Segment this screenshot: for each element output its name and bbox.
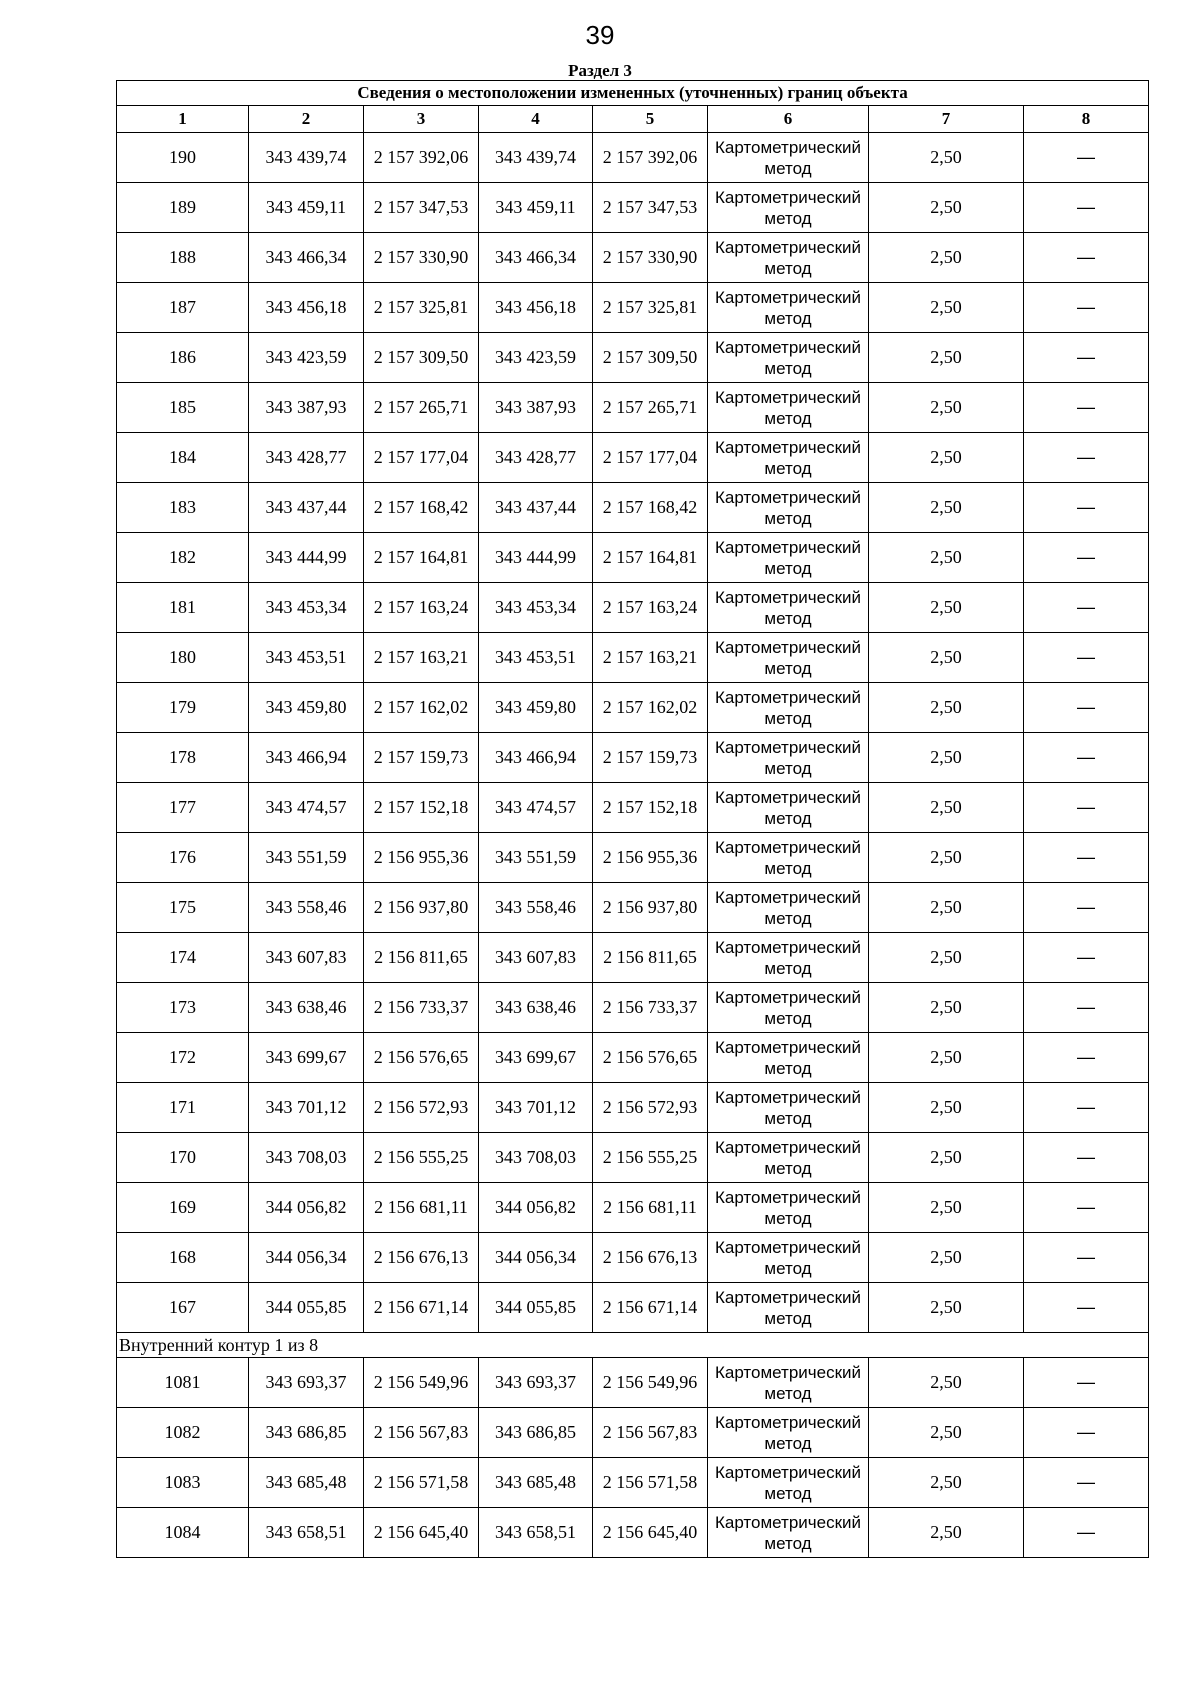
y-existing-cell: 2 157 177,04 (364, 433, 479, 483)
y-existing-cell: 2 156 555,25 (364, 1133, 479, 1183)
y-refined-cell: 2 156 937,80 (593, 883, 708, 933)
x-existing-cell: 343 551,59 (249, 833, 364, 883)
note-cell: — (1024, 383, 1149, 433)
x-refined-cell: 343 638,46 (479, 983, 593, 1033)
y-existing-cell: 2 156 955,36 (364, 833, 479, 883)
x-refined-cell: 343 558,46 (479, 883, 593, 933)
table-row (117, 383, 1149, 433)
y-refined-cell: 2 156 671,14 (593, 1283, 708, 1333)
note-cell: — (1024, 1033, 1149, 1083)
x-existing-cell: 343 699,67 (249, 1033, 364, 1083)
table-row (117, 483, 1149, 533)
method-cell: Картометрический метод (708, 383, 869, 433)
note-cell: — (1024, 1183, 1149, 1233)
point-number-cell: 178 (117, 733, 249, 783)
method-cell: Картометрический метод (708, 683, 869, 733)
point-number-cell: 173 (117, 983, 249, 1033)
accuracy-cell: 2,50 (869, 1408, 1024, 1458)
x-existing-cell: 343 708,03 (249, 1133, 364, 1183)
y-existing-cell: 2 157 163,21 (364, 633, 479, 683)
y-refined-cell: 2 157 168,42 (593, 483, 708, 533)
x-existing-cell: 343 428,77 (249, 433, 364, 483)
accuracy-cell: 2,50 (869, 433, 1024, 483)
note-cell: — (1024, 1083, 1149, 1133)
table-caption-row (117, 81, 1149, 106)
y-existing-cell: 2 157 152,18 (364, 783, 479, 833)
y-refined-cell: 2 157 152,18 (593, 783, 708, 833)
accuracy-cell: 2,50 (869, 1083, 1024, 1133)
x-existing-cell: 344 056,34 (249, 1233, 364, 1283)
method-cell: Картометрический метод (708, 233, 869, 283)
method-cell: Картометрический метод (708, 483, 869, 533)
y-refined-cell: 2 157 392,06 (593, 133, 708, 183)
x-refined-cell: 344 056,34 (479, 1233, 593, 1283)
accuracy-cell: 2,50 (869, 1358, 1024, 1408)
column-header: 6 (708, 106, 869, 133)
y-refined-cell: 2 156 955,36 (593, 833, 708, 883)
point-number-cell: 186 (117, 333, 249, 383)
x-refined-cell: 343 658,51 (479, 1508, 593, 1558)
y-refined-cell: 2 157 347,53 (593, 183, 708, 233)
accuracy-cell: 2,50 (869, 133, 1024, 183)
y-refined-cell: 2 157 309,50 (593, 333, 708, 383)
x-refined-cell: 343 459,11 (479, 183, 593, 233)
method-cell: Картометрический метод (708, 183, 869, 233)
point-number-cell: 170 (117, 1133, 249, 1183)
note-cell: — (1024, 783, 1149, 833)
x-refined-cell: 343 551,59 (479, 833, 593, 883)
table-row (117, 583, 1149, 633)
note-cell: — (1024, 133, 1149, 183)
x-refined-cell: 343 456,18 (479, 283, 593, 333)
y-existing-cell: 2 157 159,73 (364, 733, 479, 783)
note-cell: — (1024, 233, 1149, 283)
point-number-cell: 1083 (117, 1458, 249, 1508)
contour-label: Внутренний контур 1 из 8 (117, 1333, 1149, 1358)
x-refined-cell: 343 439,74 (479, 133, 593, 183)
x-refined-cell: 343 453,51 (479, 633, 593, 683)
x-refined-cell: 343 444,99 (479, 533, 593, 583)
x-existing-cell: 343 459,80 (249, 683, 364, 733)
method-cell: Картометрический метод (708, 1083, 869, 1133)
x-existing-cell: 343 638,46 (249, 983, 364, 1033)
note-cell: — (1024, 833, 1149, 883)
method-cell: Картометрический метод (708, 1508, 869, 1558)
point-number-cell: 1084 (117, 1508, 249, 1558)
y-existing-cell: 2 156 681,11 (364, 1183, 479, 1233)
method-cell: Картометрический метод (708, 933, 869, 983)
note-cell: — (1024, 333, 1149, 383)
point-number-cell: 187 (117, 283, 249, 333)
point-number-cell: 167 (117, 1283, 249, 1333)
table-row (117, 683, 1149, 733)
x-existing-cell: 343 459,11 (249, 183, 364, 233)
y-existing-cell: 2 156 733,37 (364, 983, 479, 1033)
table-caption: Сведения о местоположении измененных (уточненных) границ объекта (117, 81, 1149, 106)
note-cell: — (1024, 933, 1149, 983)
x-refined-cell: 344 056,82 (479, 1183, 593, 1233)
accuracy-cell: 2,50 (869, 633, 1024, 683)
accuracy-cell: 2,50 (869, 483, 1024, 533)
accuracy-cell: 2,50 (869, 933, 1024, 983)
method-cell: Картометрический метод (708, 283, 869, 333)
page-number: 39 (585, 20, 615, 50)
x-existing-cell: 344 055,85 (249, 1283, 364, 1333)
point-number-cell: 182 (117, 533, 249, 583)
table-row (117, 1283, 1149, 1333)
accuracy-cell: 2,50 (869, 1283, 1024, 1333)
table-row (117, 333, 1149, 383)
accuracy-cell: 2,50 (869, 783, 1024, 833)
note-cell: — (1024, 633, 1149, 683)
column-header: 7 (869, 106, 1024, 133)
x-refined-cell: 343 387,93 (479, 383, 593, 433)
point-number-cell: 1081 (117, 1358, 249, 1408)
y-refined-cell: 2 156 567,83 (593, 1408, 708, 1458)
boundary-coordinates-table (116, 80, 1149, 1558)
x-existing-cell: 343 558,46 (249, 883, 364, 933)
accuracy-cell: 2,50 (869, 1233, 1024, 1283)
x-refined-cell: 343 423,59 (479, 333, 593, 383)
method-cell: Картометрический метод (708, 783, 869, 833)
y-existing-cell: 2 156 572,93 (364, 1083, 479, 1133)
method-cell: Картометрический метод (708, 1358, 869, 1408)
column-header: 2 (249, 106, 364, 133)
y-existing-cell: 2 157 347,53 (364, 183, 479, 233)
note-cell: — (1024, 483, 1149, 533)
y-existing-cell: 2 157 325,81 (364, 283, 479, 333)
x-existing-cell: 343 453,34 (249, 583, 364, 633)
x-existing-cell: 343 701,12 (249, 1083, 364, 1133)
x-existing-cell: 343 474,57 (249, 783, 364, 833)
method-cell: Картометрический метод (708, 433, 869, 483)
x-existing-cell: 343 607,83 (249, 933, 364, 983)
y-existing-cell: 2 156 645,40 (364, 1508, 479, 1558)
point-number-cell: 184 (117, 433, 249, 483)
y-refined-cell: 2 156 811,65 (593, 933, 708, 983)
x-refined-cell: 343 686,85 (479, 1408, 593, 1458)
y-existing-cell: 2 157 168,42 (364, 483, 479, 533)
section-title: Раздел 3 (568, 61, 632, 80)
x-refined-cell: 343 699,67 (479, 1033, 593, 1083)
column-header: 1 (117, 106, 249, 133)
accuracy-cell: 2,50 (869, 183, 1024, 233)
x-refined-cell: 343 437,44 (479, 483, 593, 533)
method-cell: Картометрический метод (708, 533, 869, 583)
x-existing-cell: 343 686,85 (249, 1408, 364, 1458)
y-refined-cell: 2 157 265,71 (593, 383, 708, 433)
note-cell: — (1024, 883, 1149, 933)
point-number-cell: 174 (117, 933, 249, 983)
y-existing-cell: 2 156 576,65 (364, 1033, 479, 1083)
table-row (117, 1033, 1149, 1083)
method-cell: Картометрический метод (708, 1133, 869, 1183)
table-row (117, 1408, 1149, 1458)
note-cell: — (1024, 1458, 1149, 1508)
y-existing-cell: 2 157 164,81 (364, 533, 479, 583)
table-row (117, 183, 1149, 233)
note-cell: — (1024, 1508, 1149, 1558)
x-existing-cell: 343 685,48 (249, 1458, 364, 1508)
table-row (117, 933, 1149, 983)
accuracy-cell: 2,50 (869, 583, 1024, 633)
note-cell: — (1024, 1233, 1149, 1283)
y-refined-cell: 2 157 164,81 (593, 533, 708, 583)
method-cell: Картометрический метод (708, 1283, 869, 1333)
method-cell: Картометрический метод (708, 633, 869, 683)
y-refined-cell: 2 157 162,02 (593, 683, 708, 733)
point-number-cell: 189 (117, 183, 249, 233)
x-refined-cell: 343 453,34 (479, 583, 593, 633)
x-existing-cell: 343 437,44 (249, 483, 364, 533)
table-row (117, 533, 1149, 583)
x-existing-cell: 343 439,74 (249, 133, 364, 183)
x-refined-cell: 343 701,12 (479, 1083, 593, 1133)
table-row (117, 283, 1149, 333)
table-row (117, 633, 1149, 683)
y-refined-cell: 2 156 572,93 (593, 1083, 708, 1133)
point-number-cell: 180 (117, 633, 249, 683)
x-existing-cell: 343 444,99 (249, 533, 364, 583)
accuracy-cell: 2,50 (869, 383, 1024, 433)
y-refined-cell: 2 156 676,13 (593, 1233, 708, 1283)
accuracy-cell: 2,50 (869, 233, 1024, 283)
point-number-cell: 175 (117, 883, 249, 933)
accuracy-cell: 2,50 (869, 1508, 1024, 1558)
method-cell: Картометрический метод (708, 1183, 869, 1233)
accuracy-cell: 2,50 (869, 833, 1024, 883)
table-row (117, 1083, 1149, 1133)
point-number-cell: 168 (117, 1233, 249, 1283)
note-cell: — (1024, 1133, 1149, 1183)
table-row (117, 1508, 1149, 1558)
accuracy-cell: 2,50 (869, 333, 1024, 383)
y-existing-cell: 2 157 330,90 (364, 233, 479, 283)
accuracy-cell: 2,50 (869, 1033, 1024, 1083)
accuracy-cell: 2,50 (869, 983, 1024, 1033)
method-cell: Картометрический метод (708, 133, 869, 183)
x-existing-cell: 344 056,82 (249, 1183, 364, 1233)
table-row (117, 833, 1149, 883)
x-refined-cell: 343 459,80 (479, 683, 593, 733)
accuracy-cell: 2,50 (869, 533, 1024, 583)
point-number-cell: 179 (117, 683, 249, 733)
point-number-cell: 1082 (117, 1408, 249, 1458)
table-row (117, 233, 1149, 283)
y-existing-cell: 2 157 163,24 (364, 583, 479, 633)
x-refined-cell: 343 466,34 (479, 233, 593, 283)
x-refined-cell: 343 474,57 (479, 783, 593, 833)
y-refined-cell: 2 157 330,90 (593, 233, 708, 283)
point-number-cell: 177 (117, 783, 249, 833)
table-row (117, 733, 1149, 783)
method-cell: Картометрический метод (708, 1458, 869, 1508)
table-row (117, 1458, 1149, 1508)
y-existing-cell: 2 156 676,13 (364, 1233, 479, 1283)
y-refined-cell: 2 157 325,81 (593, 283, 708, 333)
y-existing-cell: 2 156 937,80 (364, 883, 479, 933)
method-cell: Картометрический метод (708, 1033, 869, 1083)
column-header-row (117, 106, 1149, 133)
note-cell: — (1024, 1283, 1149, 1333)
x-refined-cell: 343 607,83 (479, 933, 593, 983)
contour-label-row (117, 1333, 1149, 1358)
point-number-cell: 176 (117, 833, 249, 883)
point-number-cell: 188 (117, 233, 249, 283)
point-number-cell: 190 (117, 133, 249, 183)
y-existing-cell: 2 157 392,06 (364, 133, 479, 183)
note-cell: — (1024, 1408, 1149, 1458)
method-cell: Картометрический метод (708, 883, 869, 933)
y-refined-cell: 2 156 576,65 (593, 1033, 708, 1083)
method-cell: Картометрический метод (708, 733, 869, 783)
y-existing-cell: 2 156 549,96 (364, 1358, 479, 1408)
note-cell: — (1024, 1358, 1149, 1408)
y-existing-cell: 2 156 671,14 (364, 1283, 479, 1333)
note-cell: — (1024, 683, 1149, 733)
x-existing-cell: 343 466,94 (249, 733, 364, 783)
table-row (117, 883, 1149, 933)
table-row (117, 1183, 1149, 1233)
y-refined-cell: 2 157 163,21 (593, 633, 708, 683)
table-row (117, 133, 1149, 183)
point-number-cell: 183 (117, 483, 249, 533)
x-refined-cell: 343 708,03 (479, 1133, 593, 1183)
accuracy-cell: 2,50 (869, 1458, 1024, 1508)
x-existing-cell: 343 658,51 (249, 1508, 364, 1558)
column-header: 8 (1024, 106, 1149, 133)
table-row (117, 983, 1149, 1033)
y-refined-cell: 2 156 645,40 (593, 1508, 708, 1558)
point-number-cell: 185 (117, 383, 249, 433)
note-cell: — (1024, 733, 1149, 783)
x-existing-cell: 343 453,51 (249, 633, 364, 683)
y-existing-cell: 2 157 265,71 (364, 383, 479, 433)
y-existing-cell: 2 157 309,50 (364, 333, 479, 383)
y-refined-cell: 2 156 549,96 (593, 1358, 708, 1408)
note-cell: — (1024, 283, 1149, 333)
y-refined-cell: 2 157 177,04 (593, 433, 708, 483)
method-cell: Картометрический метод (708, 583, 869, 633)
y-existing-cell: 2 157 162,02 (364, 683, 479, 733)
method-cell: Картометрический метод (708, 1233, 869, 1283)
y-refined-cell: 2 156 571,58 (593, 1458, 708, 1508)
x-existing-cell: 343 387,93 (249, 383, 364, 433)
accuracy-cell: 2,50 (869, 283, 1024, 333)
x-refined-cell: 343 428,77 (479, 433, 593, 483)
accuracy-cell: 2,50 (869, 733, 1024, 783)
table-row (117, 433, 1149, 483)
note-cell: — (1024, 433, 1149, 483)
note-cell: — (1024, 983, 1149, 1033)
x-refined-cell: 343 466,94 (479, 733, 593, 783)
x-existing-cell: 343 466,34 (249, 233, 364, 283)
method-cell: Картометрический метод (708, 1408, 869, 1458)
accuracy-cell: 2,50 (869, 683, 1024, 733)
method-cell: Картометрический метод (708, 833, 869, 883)
point-number-cell: 169 (117, 1183, 249, 1233)
column-header: 3 (364, 106, 479, 133)
note-cell: — (1024, 533, 1149, 583)
y-existing-cell: 2 156 567,83 (364, 1408, 479, 1458)
outer-contour-rows (117, 133, 1149, 1333)
accuracy-cell: 2,50 (869, 1133, 1024, 1183)
y-refined-cell: 2 156 555,25 (593, 1133, 708, 1183)
inner-contour-rows (117, 1358, 1149, 1558)
y-refined-cell: 2 157 163,24 (593, 583, 708, 633)
x-refined-cell: 344 055,85 (479, 1283, 593, 1333)
table-row (117, 1133, 1149, 1183)
x-existing-cell: 343 423,59 (249, 333, 364, 383)
y-existing-cell: 2 156 571,58 (364, 1458, 479, 1508)
note-cell: — (1024, 183, 1149, 233)
table-row (117, 1358, 1149, 1408)
column-header: 4 (479, 106, 593, 133)
x-existing-cell: 343 456,18 (249, 283, 364, 333)
column-header: 5 (593, 106, 708, 133)
accuracy-cell: 2,50 (869, 883, 1024, 933)
y-refined-cell: 2 157 159,73 (593, 733, 708, 783)
x-refined-cell: 343 685,48 (479, 1458, 593, 1508)
note-cell: — (1024, 583, 1149, 633)
table-row (117, 1233, 1149, 1283)
point-number-cell: 172 (117, 1033, 249, 1083)
x-refined-cell: 343 693,37 (479, 1358, 593, 1408)
y-refined-cell: 2 156 733,37 (593, 983, 708, 1033)
method-cell: Картометрический метод (708, 333, 869, 383)
point-number-cell: 171 (117, 1083, 249, 1133)
point-number-cell: 181 (117, 583, 249, 633)
table-row (117, 783, 1149, 833)
accuracy-cell: 2,50 (869, 1183, 1024, 1233)
y-refined-cell: 2 156 681,11 (593, 1183, 708, 1233)
method-cell: Картометрический метод (708, 983, 869, 1033)
x-existing-cell: 343 693,37 (249, 1358, 364, 1408)
y-existing-cell: 2 156 811,65 (364, 933, 479, 983)
